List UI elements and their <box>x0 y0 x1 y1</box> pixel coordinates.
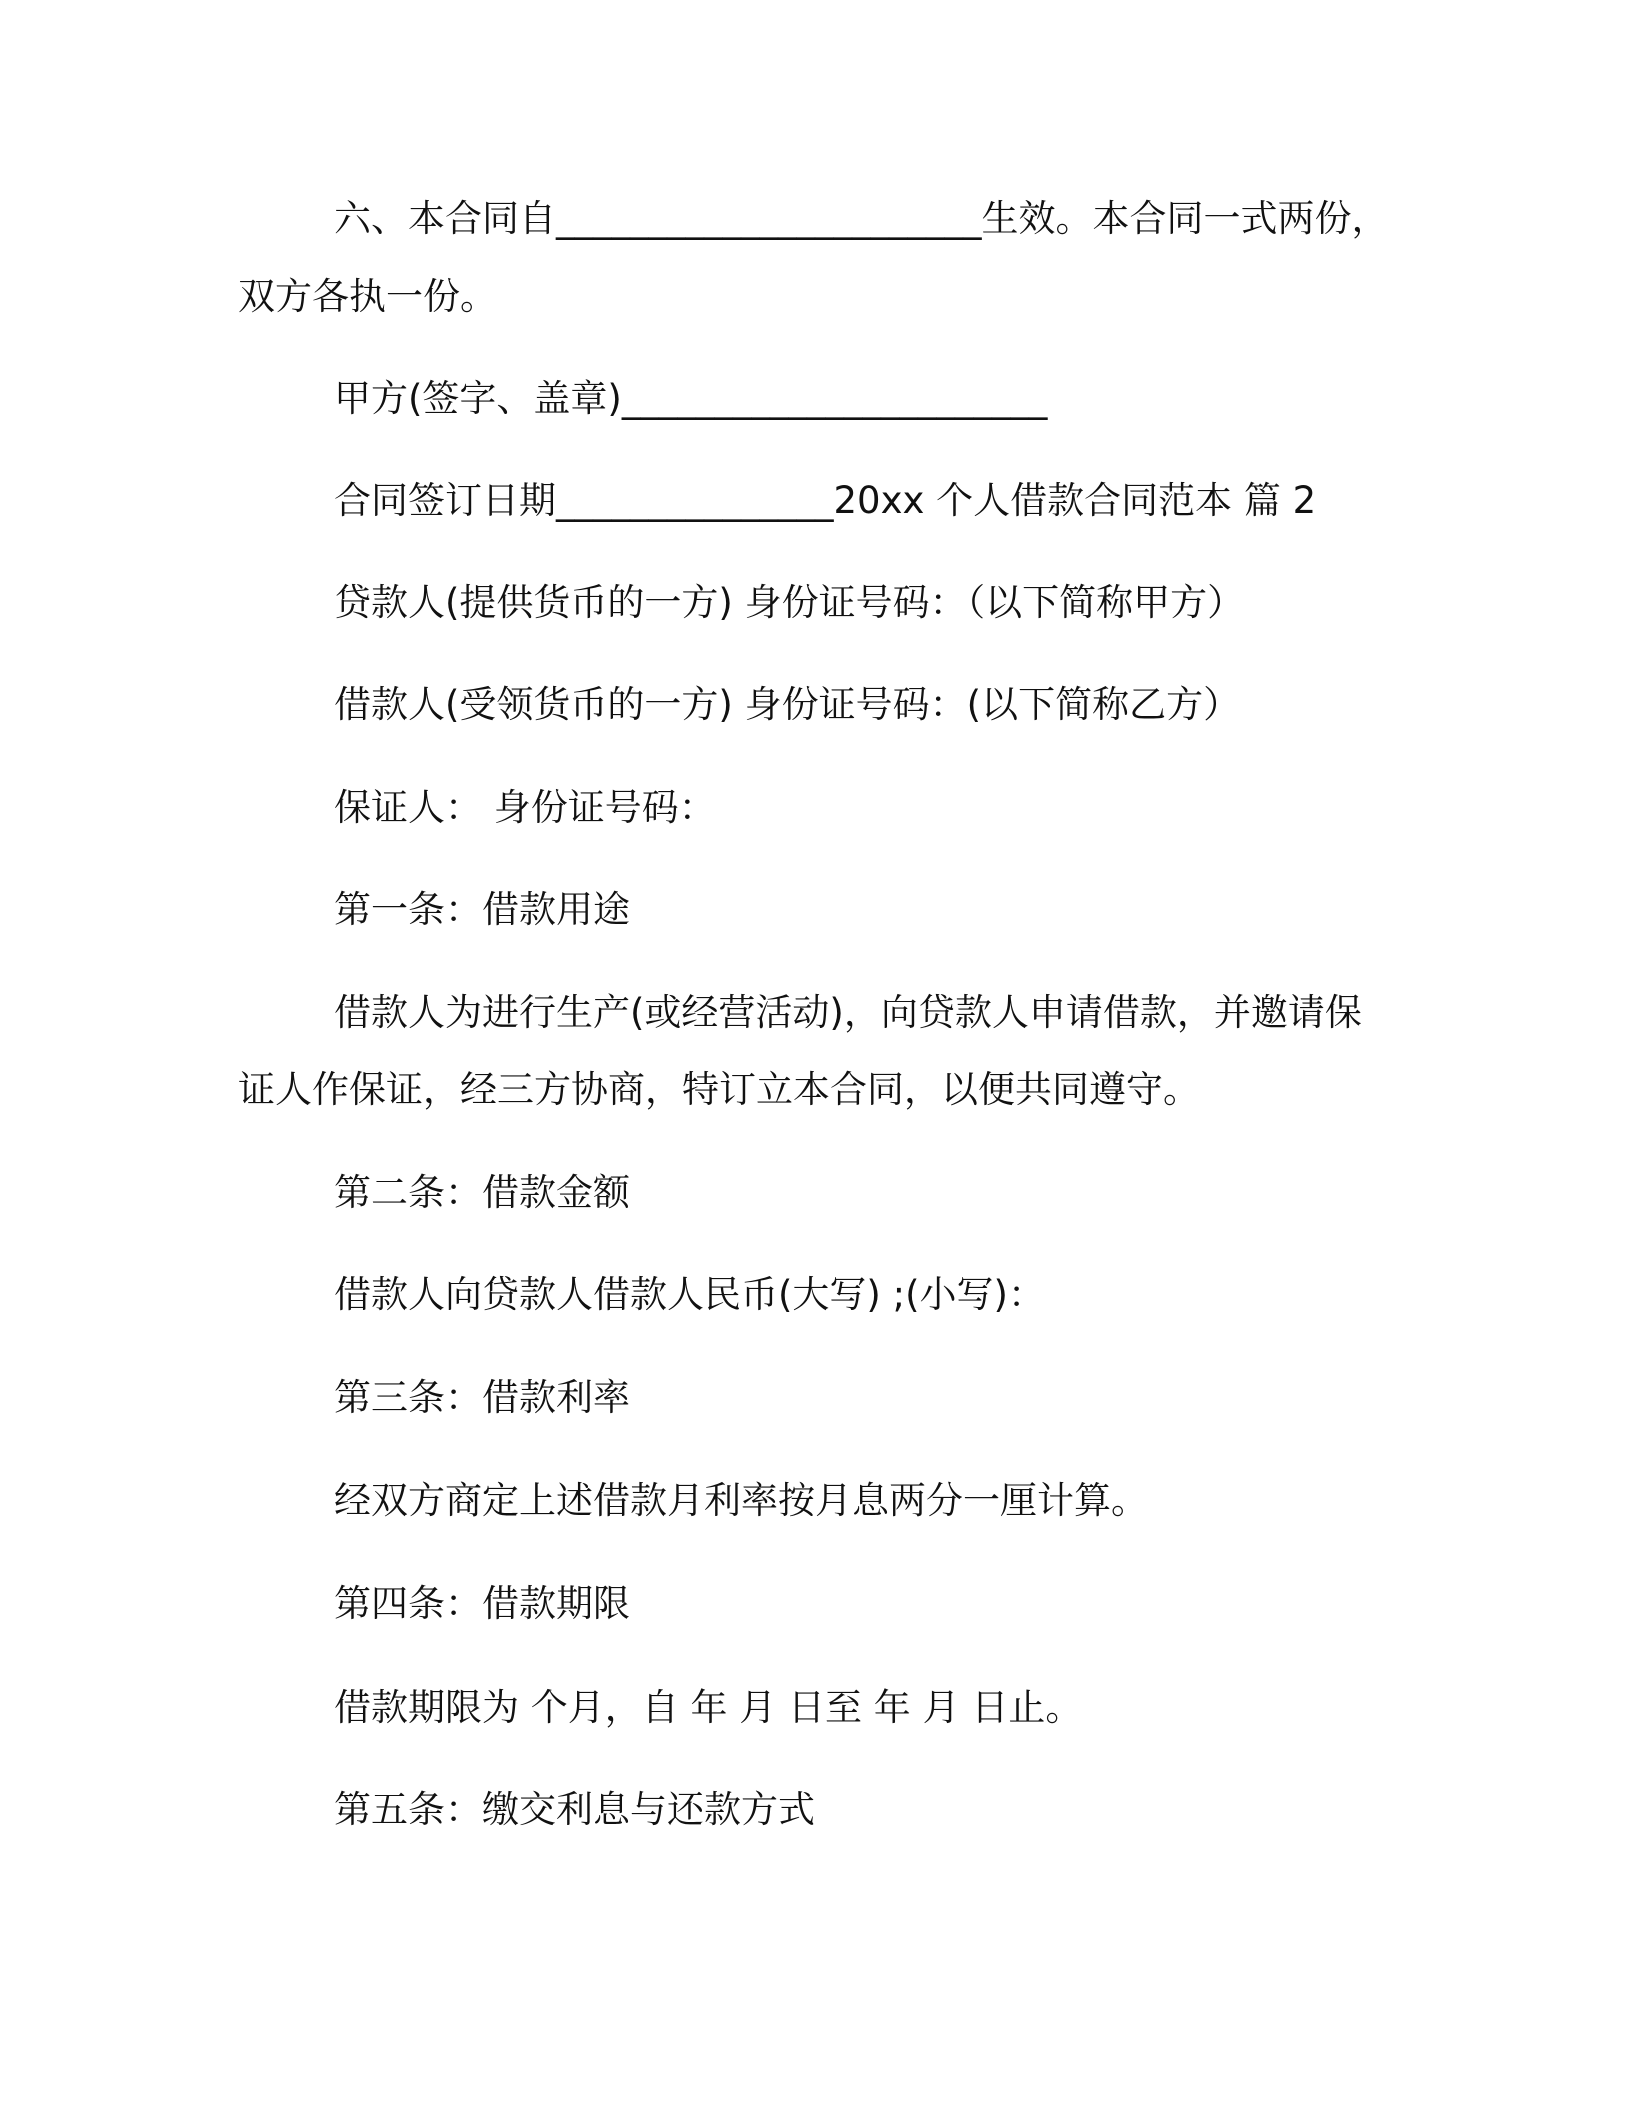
article-three-body: 经双方商定上述借款月利率按月息两分一厘计算。 <box>334 1479 1148 1522</box>
signing-date-line: 合同签订日期_______________20xx 个人借款合同范本 篇 2 <box>334 479 1317 522</box>
borrower-line: 借款人(受领货币的一方) 身份证号码：(以下简称乙方） <box>334 683 1241 726</box>
article-four-body: 借款期限为 个月，自 年 月 日至 年 月 日止。 <box>334 1686 1083 1729</box>
article-two-body: 借款人向贷款人借款人民币(大写) ;(小写)： <box>334 1273 1045 1316</box>
clause-six-effective-line: 六、本合同自_______________________生效。本合同一式两份， <box>334 197 1389 240</box>
article-five-heading: 第五条：缴交利息与还款方式 <box>334 1788 815 1831</box>
clause-six-copies-line: 双方各执一份。 <box>238 275 497 318</box>
article-two-heading: 第二条：借款金额 <box>334 1171 630 1214</box>
article-three-heading: 第三条：借款利率 <box>334 1376 630 1419</box>
article-one-heading: 第一条：借款用途 <box>334 888 630 931</box>
article-one-body-line-1: 借款人为进行生产(或经营活动)，向贷款人申请借款，并邀请保 <box>334 991 1362 1034</box>
party-a-signature-line: 甲方(签字、盖章)_______________________ <box>334 377 1048 420</box>
article-one-body-line-2: 证人作保证，经三方协商，特订立本合同，以便共同遵守。 <box>238 1068 1200 1111</box>
lender-line: 贷款人(提供货币的一方) 身份证号码：（以下简称甲方） <box>334 581 1245 624</box>
guarantor-line: 保证人： 身份证号码： <box>334 786 716 829</box>
article-four-heading: 第四条：借款期限 <box>334 1582 630 1625</box>
